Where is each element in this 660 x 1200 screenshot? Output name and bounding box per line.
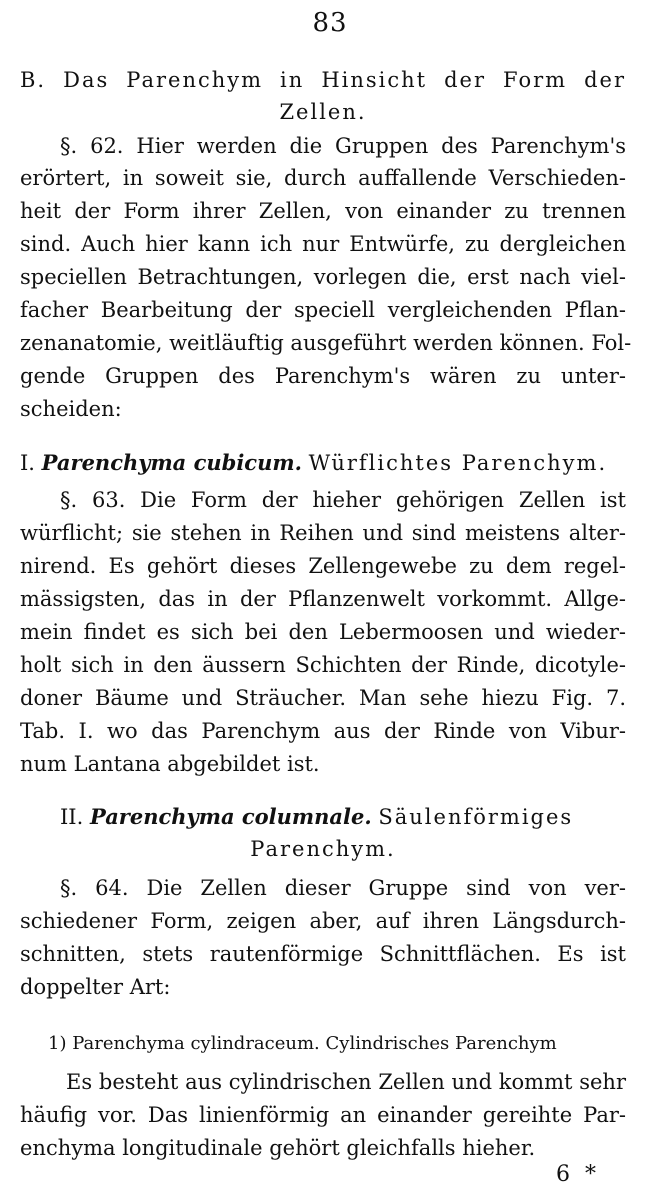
section-ii-latin-name: Parenchyma columnale. <box>89 804 372 829</box>
section-ii-roman: II. <box>60 805 84 829</box>
para64-line: doppelter Art: <box>20 975 171 999</box>
para63-line: §. 63. Die Form der hieher gehörigen Zellen ist <box>60 488 626 512</box>
para62-line: erörtert, in soweit sie, durch auffallende Verschieden- <box>20 166 626 190</box>
sub1-para-line: enchyma longitudinale gehört gleichfalls hieher. <box>20 1136 536 1160</box>
para64-line: schiedener Form, zeigen aber, auf ihren Längsdurch- <box>20 909 626 933</box>
para63-line: mein findet es sich bei den Lebermoosen und wieder- <box>20 620 626 644</box>
para62-line: sind. Auch hier kann ich nur Entwürfe, zu dergleichen <box>20 232 626 256</box>
para63-line: Tab. I. wo das Parenchym aus der Rinde von Vibur- <box>20 719 626 743</box>
sub1-heading: 1) Parenchyma cylindraceum. Cylindrisches Parenchym <box>48 1033 557 1054</box>
signature-mark: 6 * <box>556 1162 600 1187</box>
section-b-heading-line2: Zellen. <box>279 100 367 124</box>
para62-line: facher Bearbeitung der speciell vergleichenden Pflan- <box>20 298 626 322</box>
section-ii-heading-line1 <box>60 800 626 834</box>
para62-line: gende Gruppen des Parenchym's wären zu unter- <box>20 364 626 388</box>
section-i-german-name: Würflichtes Parenchym. <box>308 451 608 475</box>
para63-line: holt sich in den äussern Schichten der Rinde, dicotyle- <box>20 653 626 677</box>
para63-line: num Lantana abgebildet ist. <box>20 752 320 776</box>
page-number: 83 <box>312 8 348 38</box>
para63-line: würflicht; sie stehen in Reihen und sind meistens alter- <box>20 521 626 545</box>
section-i-roman: I. <box>20 451 35 475</box>
para62-line: heit der Form ihrer Zellen, von einander zu trennen <box>20 199 626 223</box>
sub1-para-line: Es besteht aus cylindrischen Zellen und kommt sehr <box>66 1070 626 1094</box>
para63-line: doner Bäume und Sträucher. Man sehe hiezu Fig. 7. <box>20 686 626 710</box>
section-i-latin-name: Parenchyma cubicum. <box>41 450 302 475</box>
para62-line: §. 62. Hier werden die Gruppen des Parenchym's <box>60 134 626 158</box>
sub1-para-line: häufig vor. Das linienförmig an einander gereihte Par- <box>20 1103 626 1127</box>
para63-line: mässigsten, das in der Pflanzenwelt vorkommt. Allge- <box>20 587 626 611</box>
para62-line: zenanatomie, weitläuftig ausgeführt werden können. Fol- <box>20 331 632 355</box>
section-i-heading <box>20 446 626 480</box>
para64-line: §. 64. Die Zellen dieser Gruppe sind von ver- <box>60 876 626 900</box>
section-b-heading-line1: B. Das Parenchym in Hinsicht der Form der <box>20 68 626 92</box>
section-ii-german-name-line1: Säulenförmiges <box>378 805 574 829</box>
para63-line: nirend. Es gehört dieses Zellengewebe zu dem regel- <box>20 554 626 578</box>
para64-line: schnitten, stets rautenförmige Schnittflächen. Es ist <box>20 942 626 966</box>
para62-line: speciellen Betrachtungen, vorlegen die, erst nach viel- <box>20 265 626 289</box>
section-ii-german-name-line2: Parenchym. <box>250 837 396 861</box>
para62-line: scheiden: <box>20 397 122 421</box>
